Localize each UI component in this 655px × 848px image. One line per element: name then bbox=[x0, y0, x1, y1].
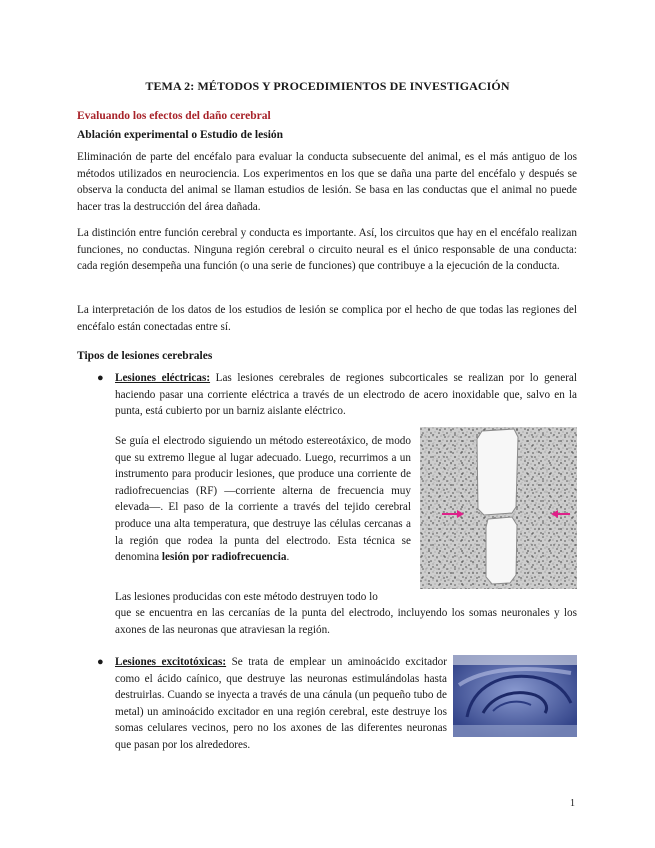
subheading-ablation: Ablación experimental o Estudio de lesión bbox=[77, 129, 284, 141]
bullet-label: Lesiones eléctricas: bbox=[115, 372, 211, 384]
paragraph-electrode bbox=[115, 433, 411, 566]
bullet-label: Lesiones excitotóxicas: bbox=[115, 656, 227, 668]
bullet-electrical-lesions bbox=[115, 370, 577, 420]
rf-lesion-image bbox=[420, 427, 577, 589]
bullet-body: Las lesiones cerebrales de regiones subcorticales se realizan por lo general haciendo pasar una corriente eléctrica a través de un electrodo de acero inoxidable que, salvo en la punta, está cubierto por un barniz aislante eléctrico. bbox=[115, 372, 578, 418]
paragraph-function-behavior: La distinción entre función cerebral y conducta es importante. Así, los circuitos que hay en el encéfalo realizan funciones, no conductas. Ninguna región cerebral o circuito neural es el único responsable de una conducta: cada región desempeña una función (o una serie de funciones) que contribuye a la ejecución de la conducta. bbox=[77, 227, 577, 273]
rf-lesion-micrograph bbox=[420, 427, 577, 589]
bullet-marker: ● bbox=[97, 372, 104, 384]
electrode-body: Se guía el electrodo siguiendo un método estereotáxico, de modo que su extremo llegue al lugar adecuado. Luego, recurrimos a un instrumento para producir lesiones, que produce una corriente de radiofrecuencias (RF) —corriente alterna de frecuencia muy elevada—. El paso de la corriente a través del tejido cerebral produce una alta temperatura, que destruye las células cercanas a la región que rodea la punta del electrodo. Esta técnica se denomina bbox=[115, 435, 411, 564]
electrode-end: . bbox=[286, 551, 290, 564]
page-title: TEMA 2: MÉTODOS Y PROCEDIMIENTOS DE INVESTIGACIÓN bbox=[145, 79, 510, 93]
paragraph-lesion-effects-line1: Las lesiones producidas con este método destruyen todo lo bbox=[115, 591, 378, 603]
paragraph-lesion-effects: que se encuentra en las cercanías de la punta del electrodo, incluyendo los somas neuronales y los axones de las neuronas que atraviesan la región. bbox=[115, 607, 577, 636]
paragraph-interpretation: La interpretación de los datos de los estudios de lesión se complica por el hecho de que todas las regiones del encéfalo están conectadas entre sí. bbox=[77, 304, 577, 333]
bullet-body: Se trata de emplear un aminoácido excitador como el ácido caínico, que destruye las neuronas estimulándolas hasta destruirlas. Cuando se inyecta a través de una cánula (un pequeño tubo de metal) un aminoácido excitador en una región cerebral, este destruye los somas celulares vecinos, pero no los axones de las diferentes neuronas que pasan por los alrededores. bbox=[115, 656, 447, 751]
bullet-excitotoxic-lesions bbox=[115, 654, 447, 754]
hippocampus-stain-image bbox=[453, 655, 577, 737]
hippocampus-image bbox=[453, 655, 577, 737]
paragraph-ablation: Eliminación de parte del encéfalo para evaluar la conducta subsecuente del animal, es el más antiguo de los métodos utilizados en neurociencia. Los experimentos en los que se daña una parte del encéfalo y después se observa la conducta del animal se llaman estudios de lesión. Se basa en las conductas que el animal no puede hacer tras la destrucción del área dañada. bbox=[77, 151, 577, 213]
subheading-lesion-types: Tipos de lesiones cerebrales bbox=[77, 350, 213, 362]
bullet-marker: ● bbox=[97, 656, 104, 668]
electrode-bold-term: lesión por radiofrecuencia bbox=[161, 551, 287, 564]
section-heading: Evaluando los efectos del daño cerebral bbox=[77, 110, 271, 122]
page-number: 1 bbox=[570, 798, 575, 809]
